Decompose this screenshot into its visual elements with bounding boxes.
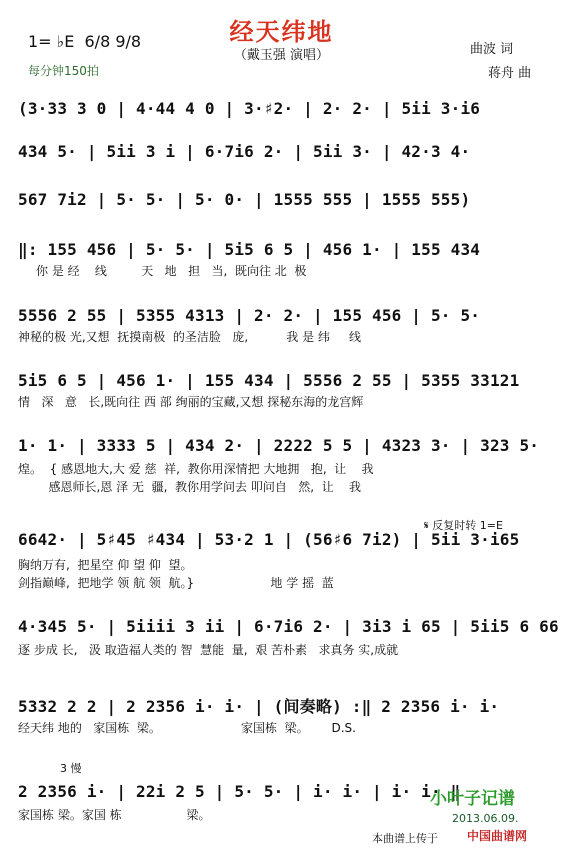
- lyrics-line-9: 逐 步成 长, 汲 取造福人类的 智 慧能 量, 艰 苦朴素 求真务 实,成就: [18, 643, 399, 657]
- notes-line-2: 434 5· | 5ii 3 i | 6·7i6 2· | 5ii 3· | 42·3 4·: [18, 142, 471, 161]
- lyrics-line-8a: 胸纳万有, 把星空 仰 望 仰 望。: [18, 558, 193, 572]
- lyrics-line-10: 经天纬 地的 家国栋 梁。 家国栋 梁。 D.S.: [18, 721, 356, 735]
- lyrics-line-11: 家国栋 梁。家国 栋 梁。: [18, 808, 211, 822]
- notes-line-10: 5332 2 2 | 2 2356 i· i· | (间奏略) :‖ 2 2356 i· i·: [18, 697, 500, 716]
- key-signature: 1= ♭E 6/8 9/8: [28, 32, 142, 51]
- lyrics-line-7b: 感恩师长,恩 泽 无 疆, 教你用学问去 叩问自 然, 让 我: [18, 480, 361, 494]
- repeat-annotation: 𝄋 反复时转 1=E: [424, 519, 503, 532]
- transcriber-signature: 小叶子记谱: [430, 789, 515, 809]
- lyrics-line-6: 情 深 意 长,既向往 西 部 绚丽的宝藏,又想 探秘东海的龙宫辉: [18, 395, 364, 409]
- notes-line-6: 5i5 6 5 | 456 1· | 155 434 | 5556 2 55 | 5355 33121: [18, 371, 520, 390]
- notes-line-8: 6642· | 5♯45 ♯434 | 53·2 1 | (56♯6 7i2) | 5ii 3·i65: [18, 530, 520, 549]
- transcription-date: 2013.06.09.: [452, 812, 519, 825]
- composer-credit: 蒋舟 曲: [488, 66, 532, 81]
- lyrics-line-7a: 煌。 { 感恩地大,大 爱 慈 祥, 教你用深情把 大地拥 抱, 让 我: [18, 462, 374, 476]
- notes-line-11: 2 2356 i· | 22i 2 5 | 5· 5· | i· i· | i· i· ‖: [18, 782, 461, 801]
- tempo-marking: 每分钟150拍: [28, 64, 99, 78]
- lyricist-credit: 曲波 词: [470, 42, 514, 57]
- notes-line-5: 5556 2 55 | 5355 4313 | 2· 2· | 155 456 | 5· 5·: [18, 306, 481, 325]
- tuplet-and-tempo-mark: 3 慢: [60, 762, 82, 775]
- performer-subtitle: （戴玉强 演唱）: [233, 48, 330, 63]
- site-logo: 中国曲谱网: [467, 829, 528, 843]
- notes-line-9: 4·345 5· | 5iiii 3 ii | 6·7i6 2· | 3i3 i 65 | 5ii5 6 66: [18, 617, 559, 636]
- notes-line-3: 567 7i2 | 5· 5· | 5· 0· | 1555 555 | 1555 555): [18, 190, 471, 209]
- notes-line-4: ‖: 155 456 | 5· 5· | 5i5 6 5 | 456 1· | 155 434: [18, 240, 481, 259]
- lyrics-line-8b: 剑指巅峰, 把地学 领 航 领 航。} 地 学 摇 蓝: [18, 576, 334, 590]
- lyrics-line-4: 你 是 经 线 天 地 担 当, 既向往 北 极: [36, 264, 307, 278]
- upload-note: 本曲谱上传于: [372, 832, 438, 845]
- notes-line-1: (3·33 3 0 | 4·44 4 0 | 3·♯2· | 2· 2· | 5ii 3·i6: [18, 99, 481, 118]
- page-title: 经天纬地: [229, 18, 334, 46]
- segno-icon: 𝄋: [424, 519, 433, 532]
- notes-line-7: 1· 1· | 3333 5 | 434 2· | 2222 5 5 | 4323 3· | 323 5·: [18, 436, 540, 455]
- lyrics-line-5: 神秘的极 光,又想 抚摸南极 的圣洁脸 庞, 我 是 纬 线: [18, 330, 361, 344]
